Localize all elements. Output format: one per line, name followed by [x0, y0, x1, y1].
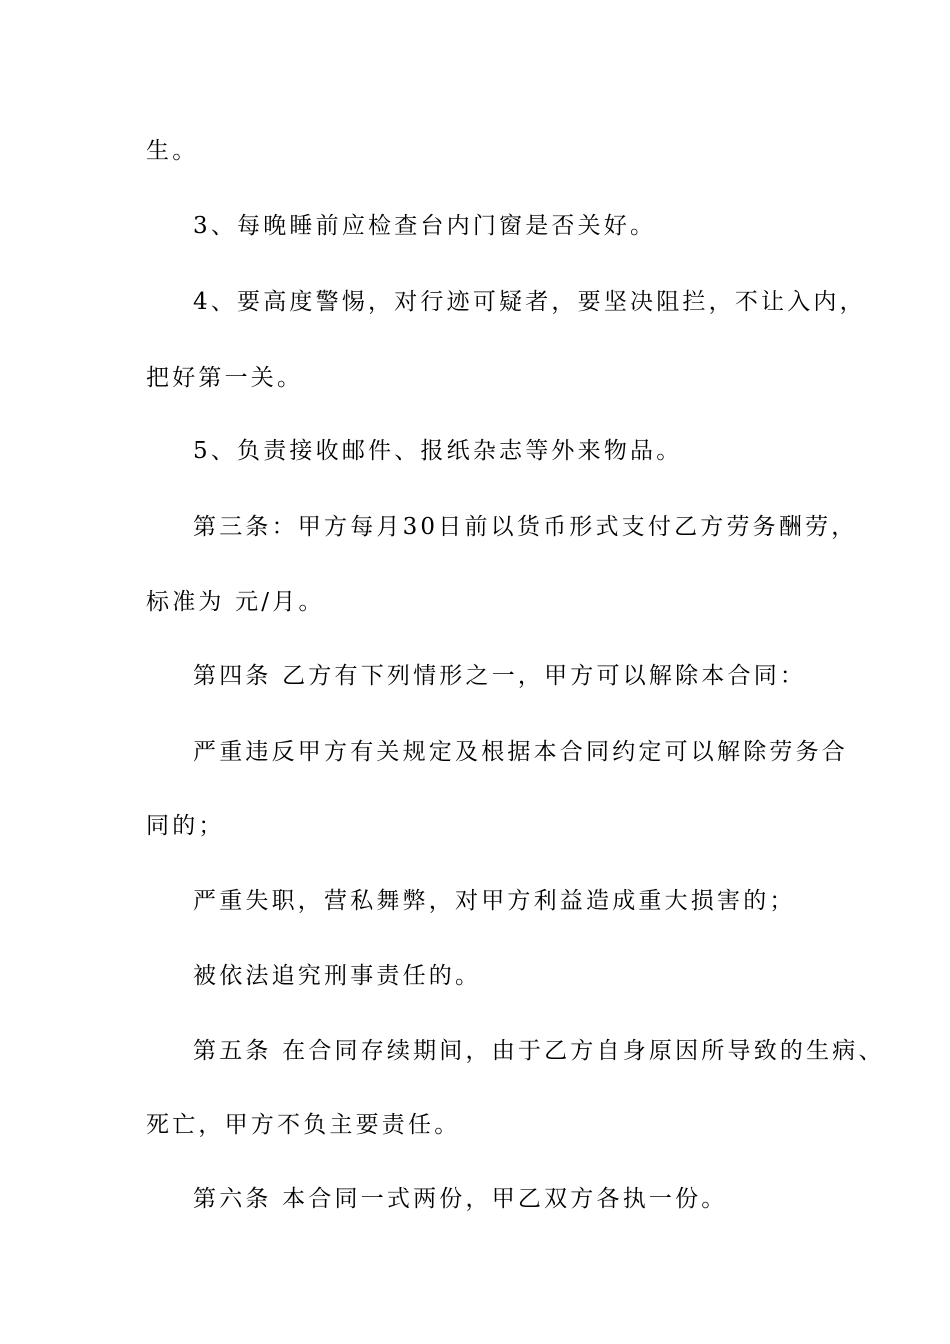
text-line: 严重违反甲方有关规定及根据本合同约定可以解除劳务合 — [193, 739, 848, 765]
text-line: 第三条：甲方每月30日前以货币形式支付乙方劳务酬劳， — [193, 514, 858, 540]
text-line: 5、负责接收邮件、报纸杂志等外来物品。 — [193, 438, 683, 464]
text-line: 第六条 本合同一式两份，甲乙双方各执一份。 — [193, 1186, 728, 1212]
text-line: 3、每晚睡前应检查台内门窗是否关好。 — [193, 213, 657, 239]
text-line: 把好第一关。 — [146, 365, 304, 391]
text-line: 第四条 乙方有下列情形之一，甲方可以解除本合同： — [193, 663, 807, 689]
text-line: 被依法追究刑事责任的。 — [193, 963, 482, 989]
text-line: 4、要高度警惕，对行迹可疑者，要坚决阻拦，不让入内， — [193, 289, 866, 315]
text-line: 第五条 在合同存续期间，由于乙方自身原因所导致的生病、 — [193, 1038, 885, 1064]
text-line: 严重失职，营私舞弊，对甲方利益造成重大损害的； — [193, 888, 796, 914]
text-line: 标准为 元/月。 — [146, 589, 325, 615]
text-line: 生。 — [146, 138, 199, 164]
text-line: 同的； — [146, 813, 225, 839]
text-line: 死亡，甲方不负主要责任。 — [146, 1112, 461, 1138]
